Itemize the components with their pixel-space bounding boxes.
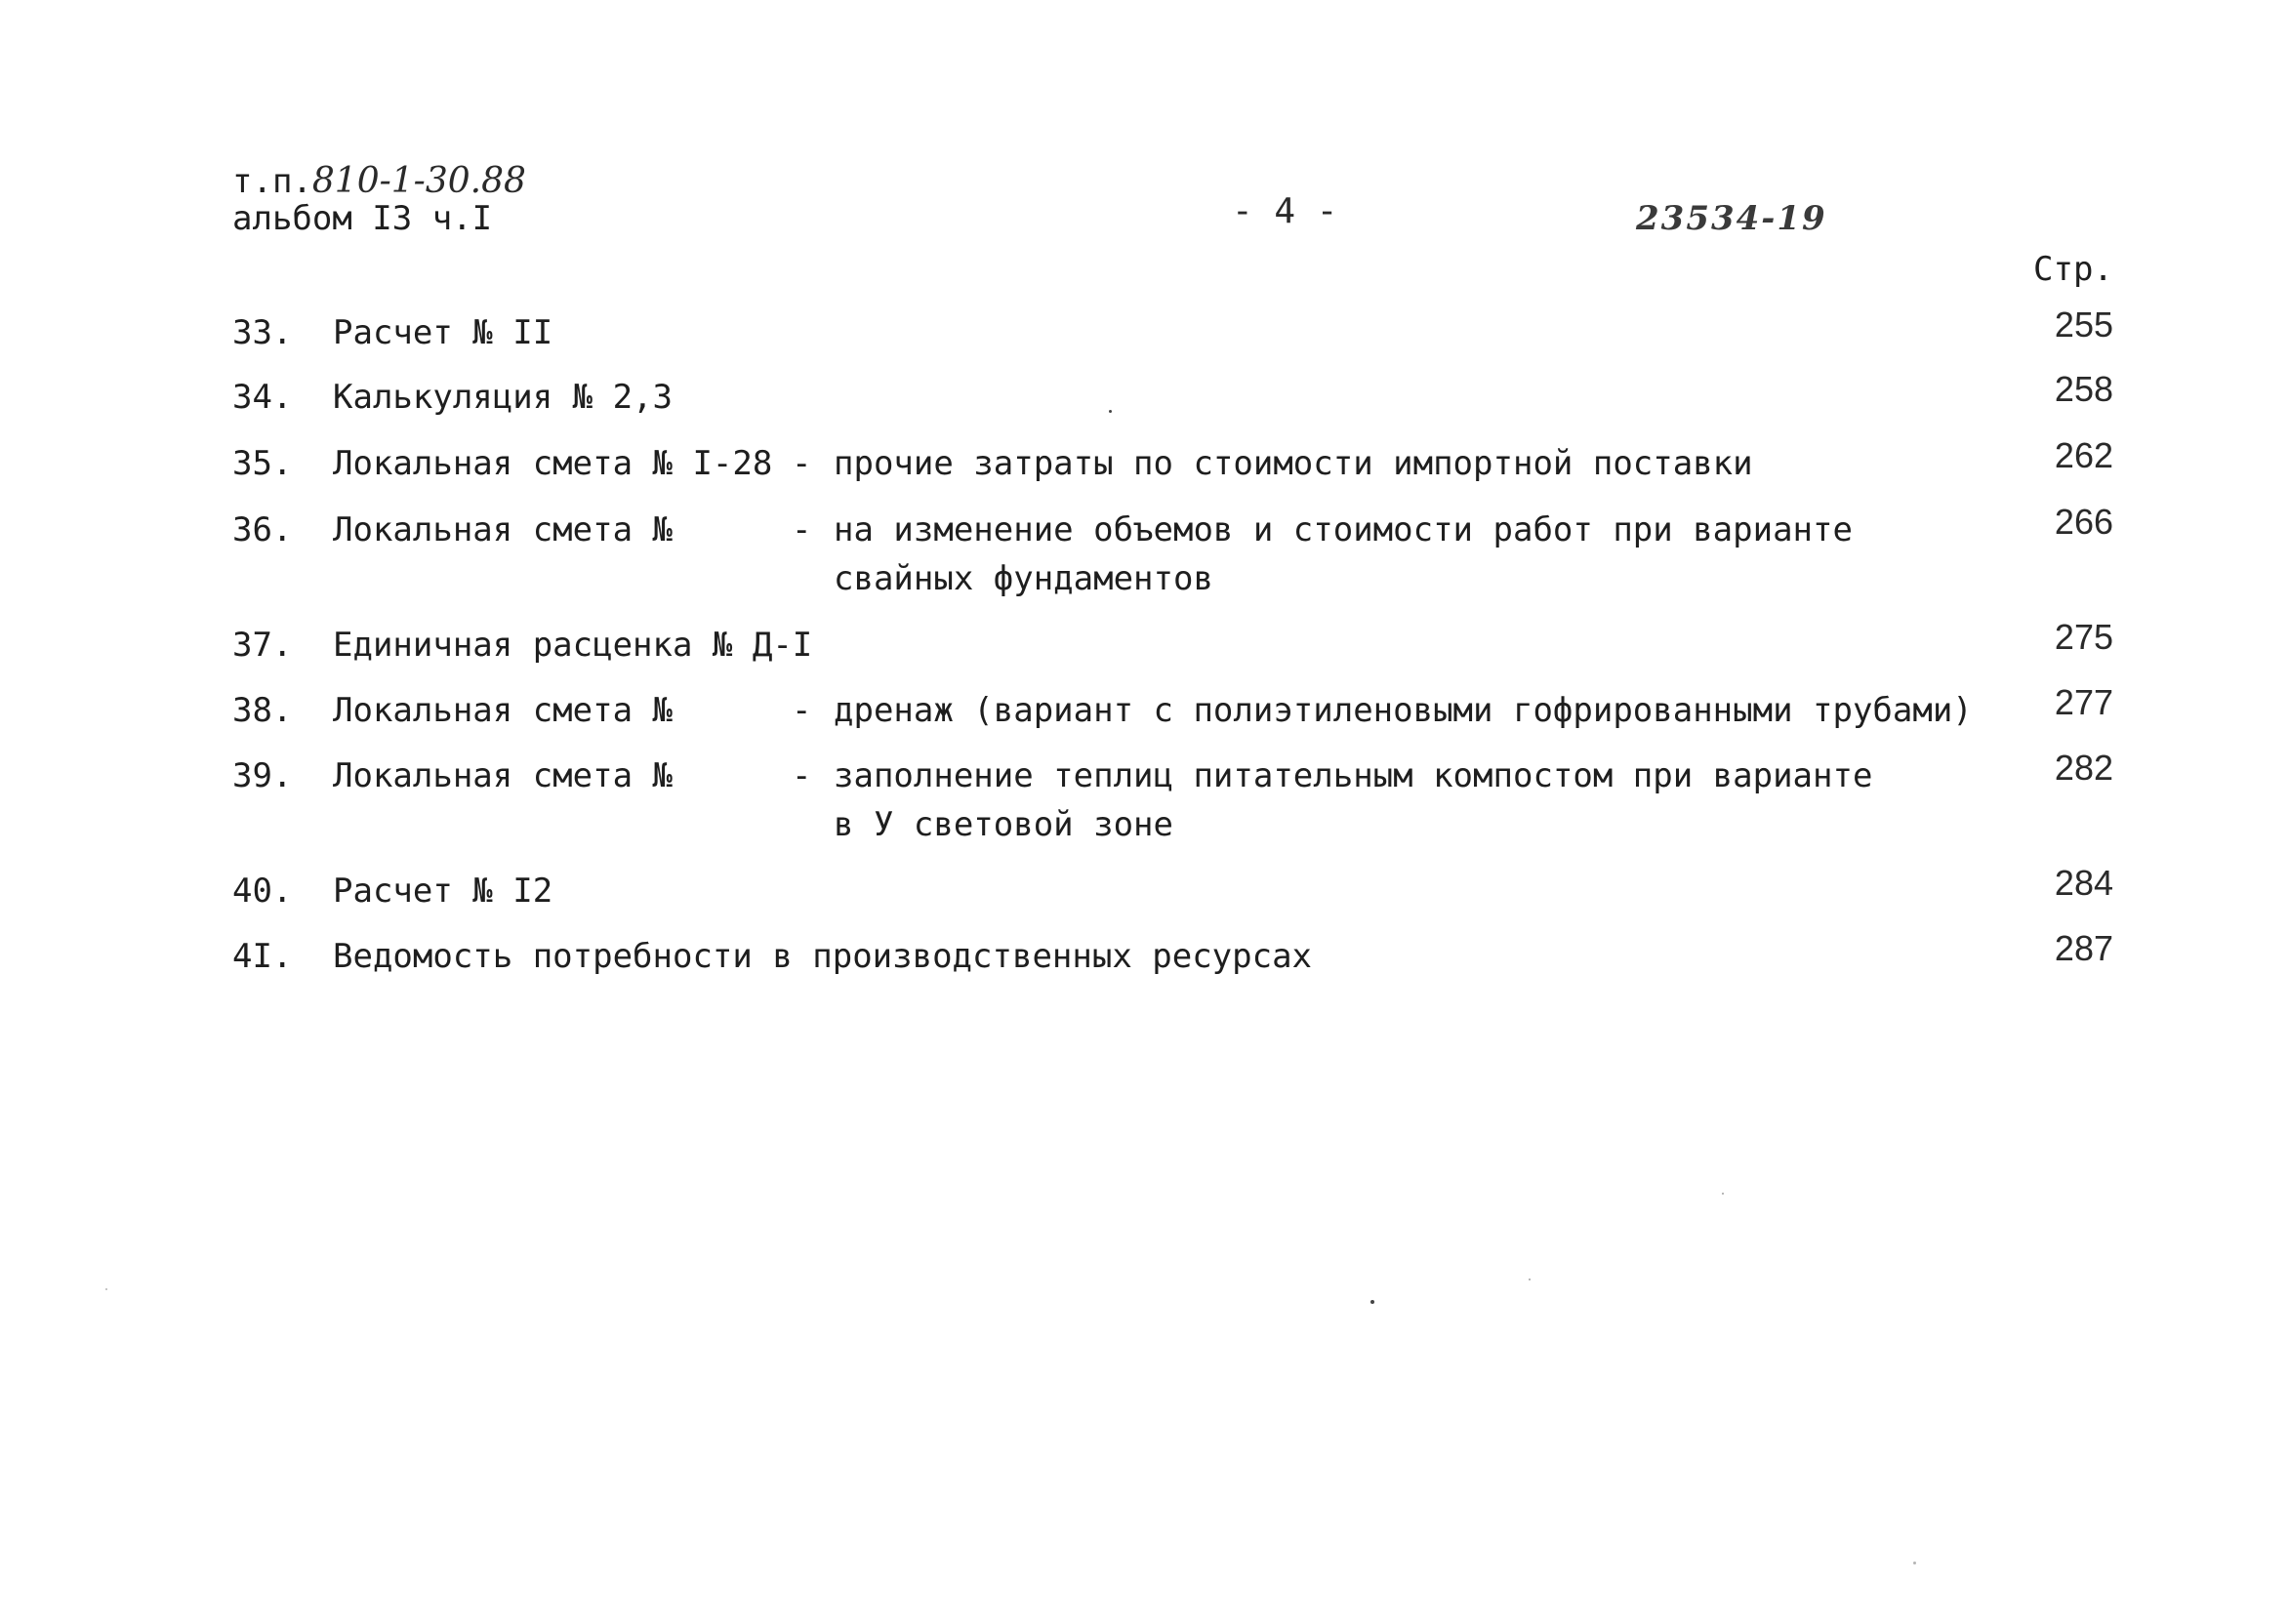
entry-title: Единичная расценка № Д-I: [333, 626, 813, 665]
entry-page: 275: [2054, 617, 2113, 657]
entry-page: 284: [2054, 863, 2113, 903]
scan-speck: [1529, 1279, 1531, 1280]
entry-page: 287: [2054, 928, 2113, 968]
page-number: - 4 -: [1232, 191, 1338, 231]
entry-page: 255: [2054, 304, 2113, 345]
entry-title: Ведомость потребности в производственных ресурсах: [333, 937, 1313, 976]
entry-page: 277: [2054, 682, 2113, 722]
entry-number: 38.: [232, 691, 293, 730]
entry-number: 34.: [232, 378, 293, 417]
scan-speck: [1722, 1193, 1724, 1195]
entry-description: дренаж (вариант с полиэтиленовыми гофрированными трубами): [834, 691, 1973, 730]
entry-number: 40.: [232, 872, 293, 911]
album-label: альбом I3 ч.I: [232, 199, 493, 238]
entry-number: 37.: [232, 626, 293, 665]
entry-number: 36.: [232, 510, 293, 549]
entry-title: Локальная смета № I-28: [333, 444, 773, 483]
entry-dash: -: [792, 691, 812, 730]
entry-description: прочие затраты по стоимости импортной поставки: [834, 444, 1753, 483]
entry-title: Локальная смета №: [333, 510, 673, 549]
tp-prefix: т.п.: [232, 162, 312, 201]
entry-page: 266: [2054, 502, 2113, 542]
page-column-header: Стр.: [2033, 250, 2113, 289]
entry-number: 35.: [232, 444, 293, 483]
project-designation: [232, 161, 526, 201]
entry-dash: -: [792, 510, 812, 549]
entry-title: Локальная смета №: [333, 756, 673, 795]
entry-page: 262: [2054, 435, 2113, 475]
entry-number: 4I.: [232, 937, 293, 976]
entry-title: Расчет № I2: [333, 872, 553, 911]
archive-stamp-number: 23534-19: [1636, 199, 1827, 238]
entry-title: Расчет № II: [333, 313, 553, 352]
entry-description: на изменение объемов и стоимости работ при варианте свайных фундаментов: [834, 510, 1853, 598]
entry-dash: -: [792, 756, 812, 795]
scan-speck: [105, 1288, 107, 1290]
entry-number: 33.: [232, 313, 293, 352]
entry-description: заполнение теплиц питательным компостом при варианте в У световой зоне: [834, 756, 1873, 844]
scan-speck: [1913, 1562, 1916, 1564]
scan-speck: [1370, 1300, 1374, 1304]
entry-number: 39.: [232, 756, 293, 795]
scan-speck: [1109, 410, 1112, 413]
tp-number-handwritten: 810-1-30.88: [311, 161, 526, 201]
entry-title: Калькуляция № 2,3: [333, 378, 673, 417]
entry-dash: -: [792, 444, 812, 483]
entry-page: 282: [2054, 748, 2113, 788]
entry-page: 258: [2054, 369, 2113, 409]
entry-title: Локальная смета №: [333, 691, 673, 730]
